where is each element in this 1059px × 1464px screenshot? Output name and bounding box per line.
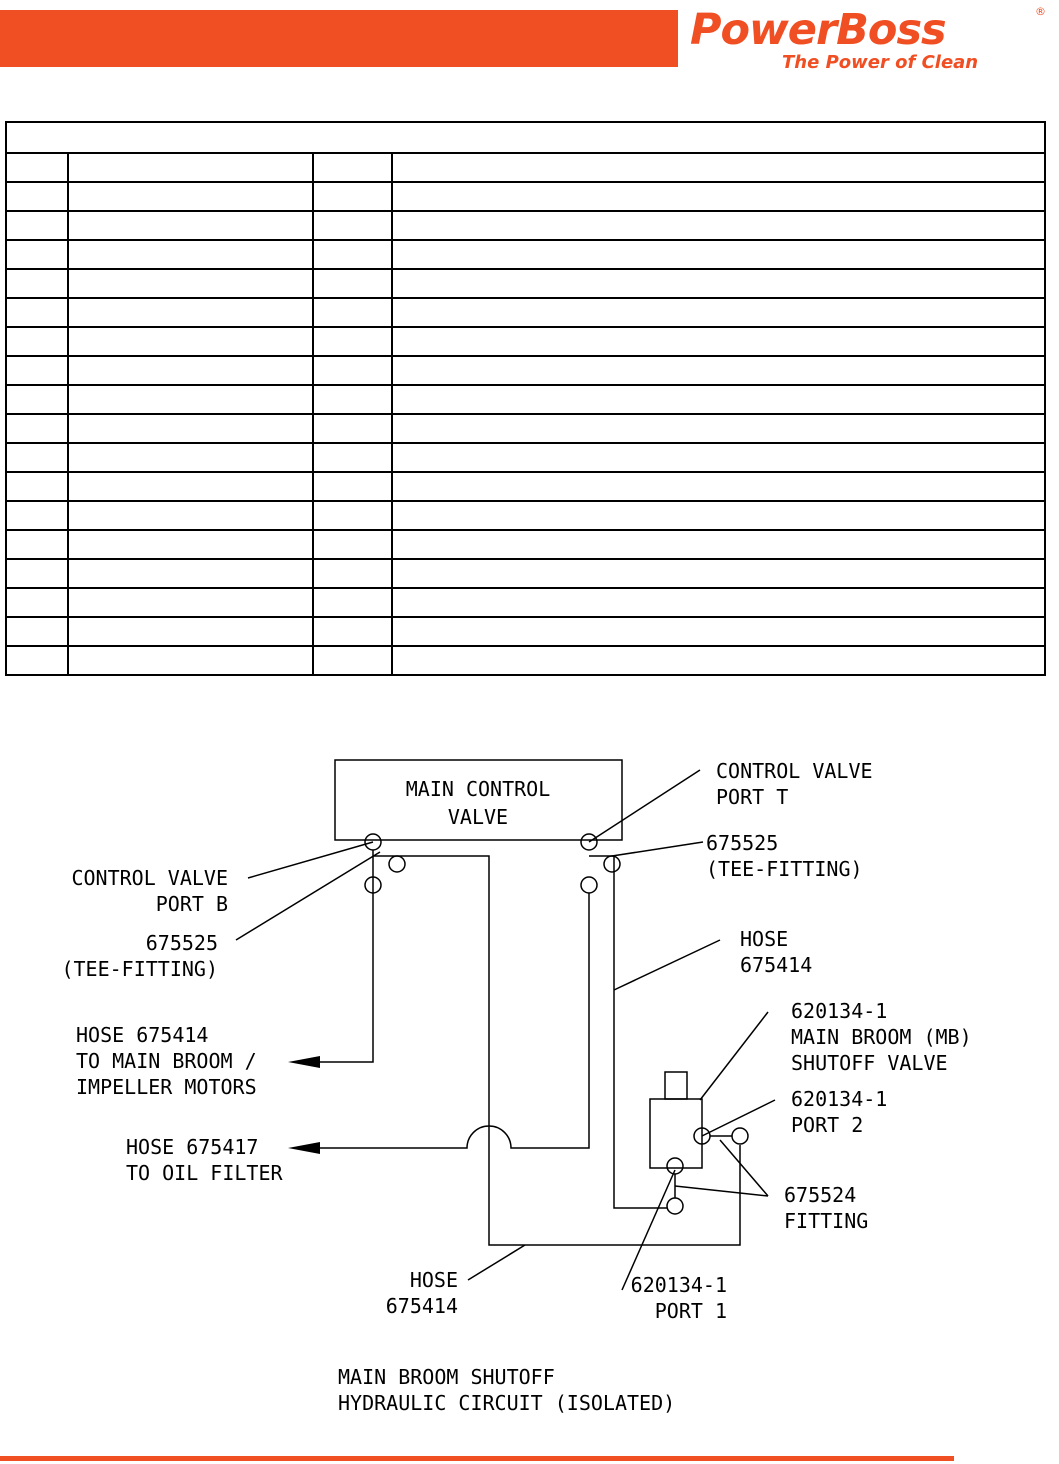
hose-broom-label-line3: IMPELLER MOTORS (76, 1075, 257, 1099)
leader-port-b (248, 842, 373, 878)
tee-right-label-line2: (TEE-FITTING) (706, 857, 863, 881)
tee-right-lower-circle (581, 877, 597, 893)
table-cell (313, 443, 392, 472)
header-color-band (0, 10, 678, 67)
leader-tee-left (236, 852, 380, 940)
table-cell (313, 211, 392, 240)
table-cell (68, 298, 313, 327)
table-cell (392, 327, 1045, 356)
hose-filter-label-line1: HOSE 675417 (126, 1135, 259, 1159)
table-cell (68, 269, 313, 298)
leader-port-t (589, 770, 700, 842)
table-cell (392, 269, 1045, 298)
table-cell (68, 617, 313, 646)
table-row (6, 617, 1045, 646)
table-cell (392, 211, 1045, 240)
table-header-row (6, 153, 1045, 182)
table-row (6, 414, 1045, 443)
table-cell (68, 472, 313, 501)
table-cell (313, 559, 392, 588)
table-cell (68, 559, 313, 588)
hose-bottom-label-line2: 675414 (385, 1294, 458, 1318)
table-cell (313, 472, 392, 501)
port-2-label-line1: 620134-1 (791, 1087, 888, 1111)
leader-shutoff-valve (700, 1012, 768, 1100)
main-valve-label-line2: VALVE (447, 805, 509, 829)
table-cell (6, 588, 68, 617)
main-valve-label-line1: MAIN CONTROL (405, 777, 551, 801)
table-cell (68, 240, 313, 269)
port-2-label-line2: PORT 2 (791, 1113, 864, 1137)
table-cell (68, 443, 313, 472)
arrow-to-filter (288, 1142, 320, 1154)
table-cell (6, 327, 68, 356)
table-cell (313, 646, 392, 675)
leader-hose-right (614, 940, 720, 990)
leader-port-2 (702, 1100, 775, 1136)
fitting-label-line1: 675524 (784, 1183, 857, 1207)
hose-bottom-label-line1: HOSE (409, 1268, 458, 1292)
port-t-label-line1: CONTROL VALVE (716, 759, 873, 783)
table-cell (68, 530, 313, 559)
table-cell (392, 530, 1045, 559)
table-row (6, 211, 1045, 240)
table-cell (392, 356, 1045, 385)
fitting-port-1-circle (667, 1198, 683, 1214)
table-cell (68, 182, 313, 211)
table-row (6, 327, 1045, 356)
powerboss-logo (690, 6, 1050, 78)
footer-color-rule (0, 1456, 954, 1461)
diagram-caption-line1: MAIN BROOM SHUTOFF (338, 1365, 555, 1389)
table-cell (313, 356, 392, 385)
table-row (6, 501, 1045, 530)
table-cell (313, 385, 392, 414)
table-title-row (6, 122, 1045, 153)
table-cell (6, 356, 68, 385)
table-cell (68, 501, 313, 530)
parts-table (5, 121, 1046, 676)
table-cell (313, 414, 392, 443)
tee-left-label-line1: 675525 (145, 931, 218, 955)
table-cell (392, 472, 1045, 501)
table-cell (6, 385, 68, 414)
table-cell (6, 269, 68, 298)
table-cell (6, 501, 68, 530)
table-row (6, 356, 1045, 385)
table-cell (68, 646, 313, 675)
tee-right-label-line1: 675525 (706, 831, 779, 855)
table-cell (313, 617, 392, 646)
table-row (6, 298, 1045, 327)
table-cell (313, 588, 392, 617)
column-header (392, 153, 1045, 182)
hose-to-filter-line (320, 893, 589, 1148)
leader-tee-right (612, 842, 703, 856)
table-cell (392, 240, 1045, 269)
table-cell (392, 443, 1045, 472)
table-title (6, 122, 1045, 153)
port-1-label-line1: 620134-1 (630, 1273, 727, 1297)
table-cell (6, 443, 68, 472)
table-cell (68, 414, 313, 443)
port-b-label-line2: PORT B (155, 892, 228, 916)
table-cell (6, 182, 68, 211)
table-cell (313, 530, 392, 559)
table-cell (6, 617, 68, 646)
table-cell (6, 240, 68, 269)
hose-right-line (589, 856, 667, 1208)
table-cell (68, 588, 313, 617)
port-b-label-line1: CONTROL VALVE (71, 866, 228, 890)
fitting-port-2-circle (732, 1128, 748, 1144)
table-cell (313, 327, 392, 356)
table-cell (68, 385, 313, 414)
diagram-caption-line2: HYDRAULIC CIRCUIT (ISOLATED) (338, 1391, 676, 1415)
table-cell (392, 182, 1045, 211)
logo-brand-name: PowerBoss (690, 5, 946, 55)
table-row (6, 385, 1045, 414)
table-cell (6, 211, 68, 240)
table-cell (68, 356, 313, 385)
table-cell (392, 617, 1045, 646)
table-cell (68, 327, 313, 356)
leader-port-1 (622, 1170, 675, 1290)
table-cell (313, 501, 392, 530)
table-row (6, 443, 1045, 472)
table-row (6, 530, 1045, 559)
table-row (6, 588, 1045, 617)
table-cell (313, 182, 392, 211)
table-cell (392, 298, 1045, 327)
table-cell (313, 269, 392, 298)
table-cell (392, 501, 1045, 530)
column-header (313, 153, 392, 182)
table-cell (6, 298, 68, 327)
solenoid-cap (665, 1072, 687, 1099)
port-t-label-line2: PORT T (716, 785, 789, 809)
table-cell (6, 646, 68, 675)
table-cell (313, 298, 392, 327)
table-cell (392, 646, 1045, 675)
hose-broom-label-line1: HOSE 675414 (76, 1023, 209, 1047)
shutoff-valve-label-line1: 620134-1 (791, 999, 888, 1023)
table-cell (6, 559, 68, 588)
arrow-to-broom (288, 1056, 320, 1068)
shutoff-valve-label-line2: MAIN BROOM (MB) (791, 1025, 972, 1049)
fitting-label-line2: FITTING (784, 1209, 869, 1233)
table-row (6, 646, 1045, 675)
table-cell (6, 530, 68, 559)
hose-right-label-line1: HOSE (740, 927, 789, 951)
column-header (68, 153, 313, 182)
table-cell (6, 472, 68, 501)
column-header (6, 153, 68, 182)
table-cell (392, 385, 1045, 414)
hydraulic-circuit-diagram (0, 740, 1059, 1440)
tee-right-branch-circle (604, 856, 620, 872)
logo-tagline: The Power of Clean (782, 52, 979, 73)
hose-right-label-line2: 675414 (740, 953, 813, 977)
table-cell (392, 414, 1045, 443)
leader-hose-bottom (468, 1245, 525, 1280)
table-row (6, 182, 1045, 211)
table-cell (6, 414, 68, 443)
port-1-label-line2: PORT 1 (654, 1299, 727, 1323)
table-cell (392, 559, 1045, 588)
registered-mark: ® (1035, 5, 1046, 18)
tee-left-label-line2: (TEE-FITTING) (61, 957, 218, 981)
table-row (6, 559, 1045, 588)
shutoff-valve-label-line3: SHUTOFF VALVE (791, 1051, 948, 1075)
table-cell (313, 240, 392, 269)
table-cell (68, 211, 313, 240)
table-cell (392, 588, 1045, 617)
tee-left-branch-circle (389, 856, 405, 872)
table-row (6, 472, 1045, 501)
table-row (6, 240, 1045, 269)
table-row (6, 269, 1045, 298)
hose-broom-label-line2: TO MAIN BROOM / (76, 1049, 257, 1073)
hose-filter-label-line2: TO OIL FILTER (126, 1161, 283, 1185)
